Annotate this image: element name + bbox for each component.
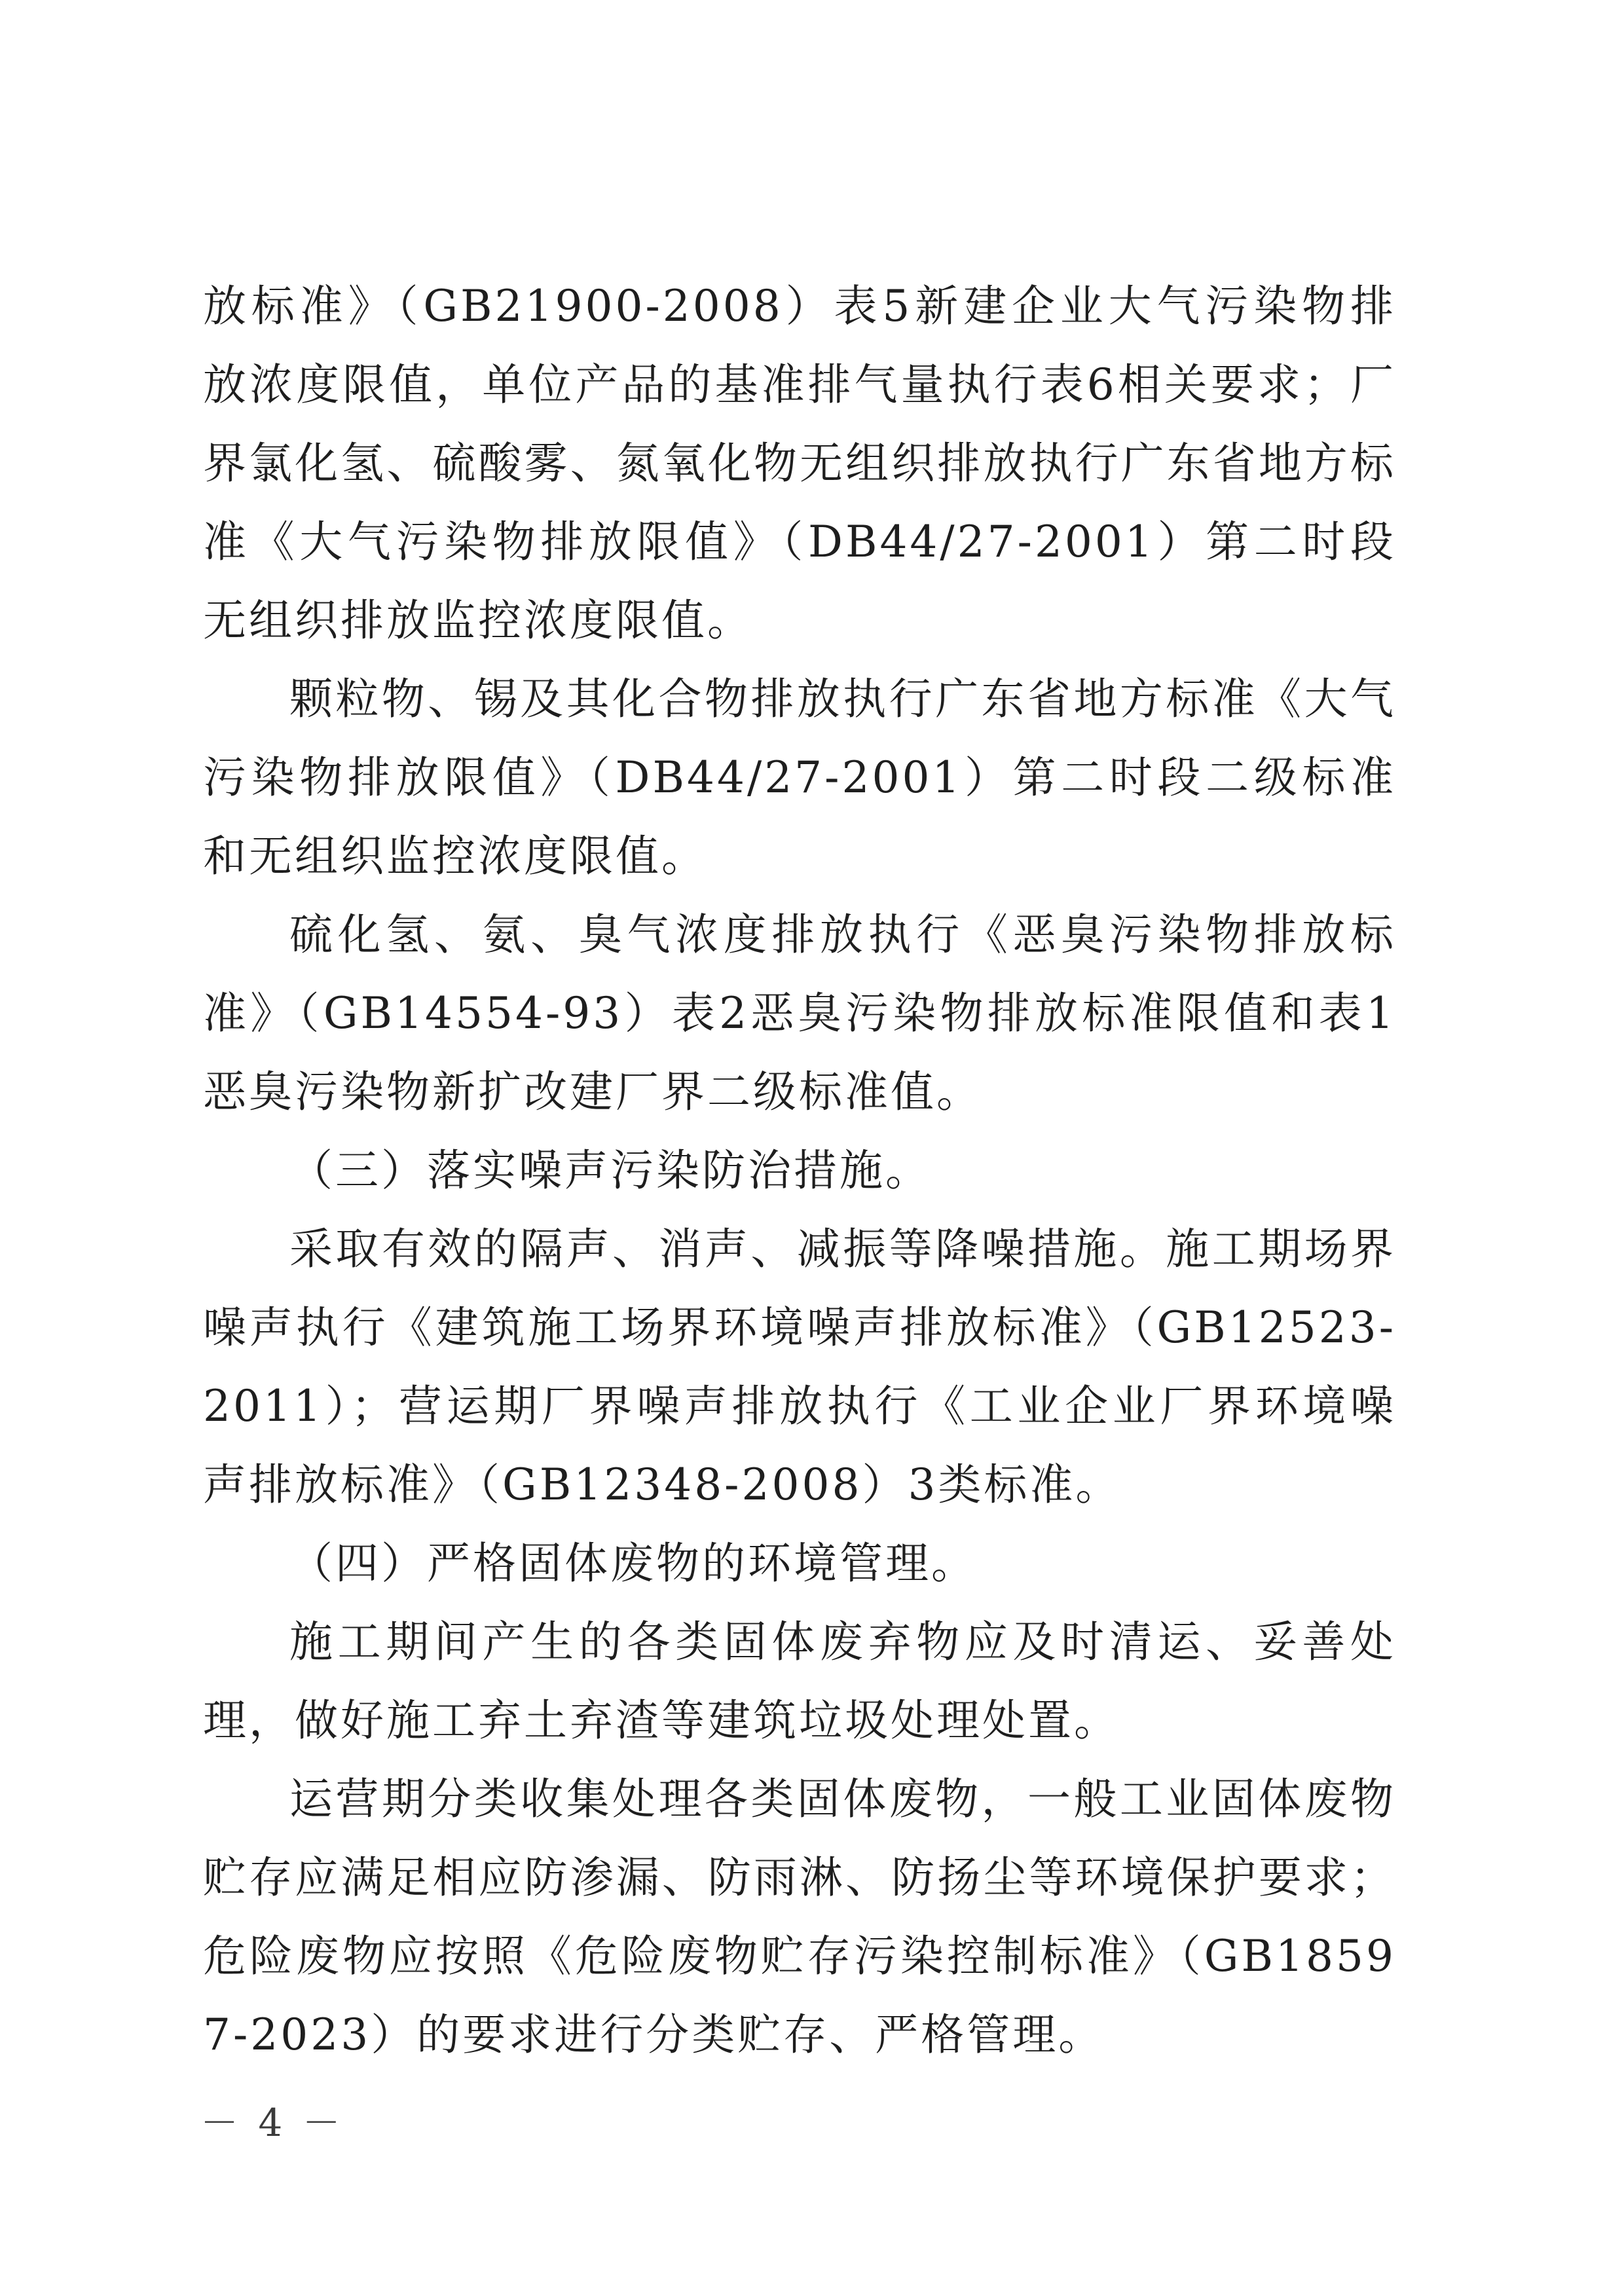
paragraph-construction-waste: 施工期间产生的各类固体废弃物应及时清运、妥善处理，做好施工弃土弃渣等建筑垃圾处理处置。	[203, 1617, 1396, 1746]
paragraph-odor-pollutants: 硫化氢、氨、臭气浓度排放执行《恶臭污染物排放标准》（GB14554-93）表2恶臭污染物排放标准限值和表1恶臭污染物新扩改建厂界二级标准值。	[203, 909, 1396, 1117]
section-heading-solid-waste: （四）严格固体废物的环境管理。	[289, 1538, 977, 1588]
section-heading-noise: （三）落实噪声污染防治措施。	[289, 1145, 931, 1196]
body-text	[203, 267, 1396, 2074]
paragraph-particulate-tin: 颗粒物、锡及其化合物排放执行广东省地方标准《大气污染物排放限值》（DB44/27-2001）第二时段二级标准和无组织监控浓度限值。	[203, 674, 1396, 881]
paragraph-continued-emission-standard: 放标准》（GB21900-2008）表5新建企业大气污染物排放浓度限值，单位产品的基准排气量执行表6相关要求；厂界氯化氢、硫酸雾、氮氧化物无组织排放执行广东省地方标准《大气污染物排放限值》（DB44/27-2001）第二时段无组织排放监控浓度限值。	[203, 281, 1396, 646]
paragraph-noise-measures: 采取有效的隔声、消声、减振等降噪措施。施工期场界噪声执行《建筑施工场界环境噪声排放标准》（GB12523-2011）；营运期厂界噪声排放执行《工业企业厂界环境噪声排放标准》（GB12348-2008）3类标准。	[203, 1224, 1396, 1510]
page-number: － 4 －	[200, 2101, 344, 2145]
paragraph-operation-waste: 运营期分类收集处理各类固体废物，一般工业固体废物贮存应满足相应防渗漏、防雨淋、防扬尘等环境保护要求；危险废物应按照《危险废物贮存污染控制标准》（GB18597-2023）的要求进行分类贮存、严格管理。	[203, 1774, 1396, 2060]
